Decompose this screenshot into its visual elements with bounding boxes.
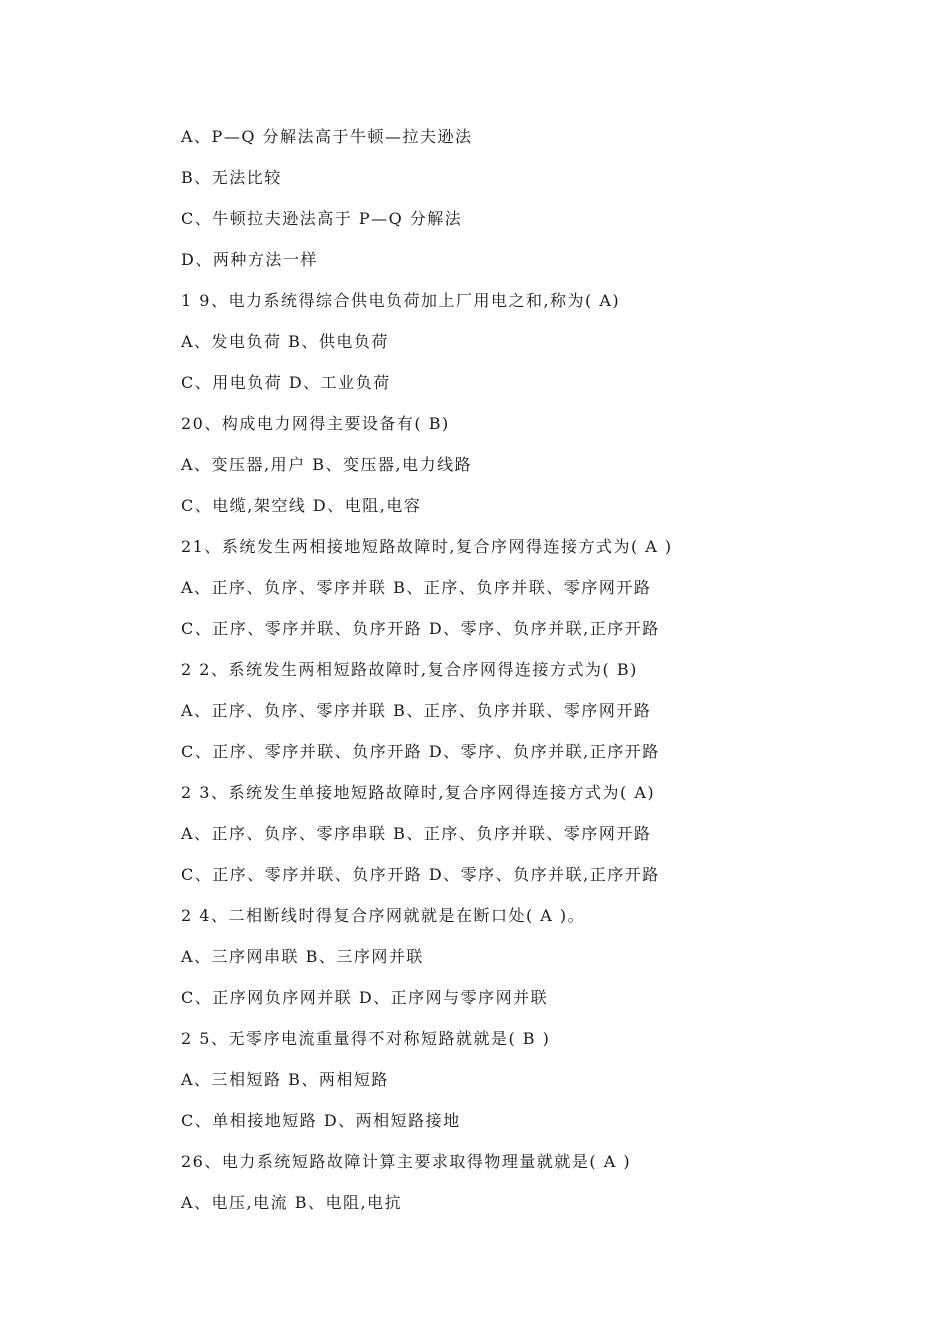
option-line: C、正序网负序网并联 D、正序网与零序网并联 (181, 988, 549, 1007)
question-line: 2 4、二相断线时得复合序网就就是在断口处( A )。 (181, 906, 586, 925)
option-line: A、正序、负序、零序并联 B、正序、负序并联、零序网开路 (181, 701, 652, 720)
option-line: C、用电负荷 D、工业负荷 (181, 373, 391, 392)
question-line: 2 5、无零序电流重量得不对称短路就就是( B ) (181, 1029, 551, 1048)
option-line: B、无法比较 (181, 168, 282, 187)
question-line: 21、系统发生两相接地短路故障时,复合序网得连接方式为( A ) (181, 537, 673, 556)
option-line: C、正序、零序并联、负序开路 D、零序、负序并联,正序开路 (181, 865, 660, 884)
option-line: C、单相接地短路 D、两相短路接地 (181, 1111, 461, 1130)
option-line: C、正序、零序并联、负序开路 D、零序、负序并联,正序开路 (181, 742, 660, 761)
option-line: C、正序、零序并联、负序开路 D、零序、负序并联,正序开路 (181, 619, 660, 638)
question-line: 26、电力系统短路故障计算主要求取得物理量就就是( A ) (181, 1152, 632, 1171)
question-line: 2 2、系统发生两相短路故障时,复合序网得连接方式为( B) (181, 660, 638, 679)
option-line: A、三序网串联 B、三序网并联 (181, 947, 424, 966)
option-line: D、两种方法一样 (181, 250, 318, 269)
option-line: A、发电负荷 B、供电负荷 (181, 332, 389, 351)
option-line: A、正序、负序、零序串联 B、正序、负序并联、零序网开路 (181, 824, 652, 843)
question-line: 20、构成电力网得主要设备有( B) (181, 414, 450, 433)
option-line: A、变压器,用户 B、变压器,电力线路 (181, 455, 473, 474)
question-line: 1 9、电力系统得综合供电负荷加上厂用电之和,称为( A) (181, 291, 621, 310)
option-line: A、P—Q 分解法高于牛顿—拉夫逊法 (181, 127, 473, 146)
option-line: A、三相短路 B、两相短路 (181, 1070, 389, 1089)
option-line: C、电缆,架空线 D、电阻,电容 (181, 496, 422, 515)
option-line: C、牛顿拉夫逊法高于 P—Q 分解法 (181, 209, 463, 228)
question-line: 2 3、系统发生单接地短路故障时,复合序网得连接方式为( A) (181, 783, 656, 802)
option-line: A、正序、负序、零序并联 B、正序、负序并联、零序网开路 (181, 578, 652, 597)
option-line: A、电压,电流 B、电阻,电抗 (181, 1193, 403, 1212)
